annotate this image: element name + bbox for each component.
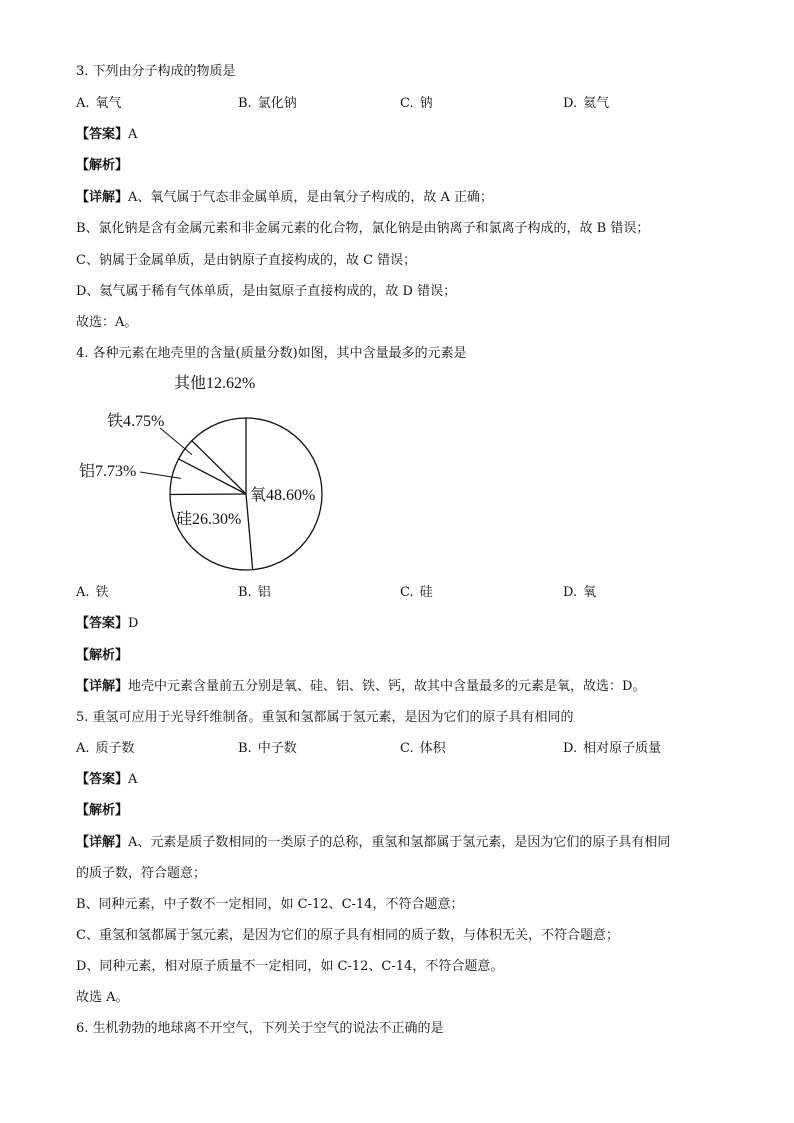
q3-detail-line-2: B、氯化钠是含有金属元素和非金属元素的化合物，氯化钠是由钠离子和氯离子构成的，故 B 错误；: [76, 221, 650, 236]
q5-answer: 【答案】A: [76, 772, 138, 787]
pie-slice-boundary-silicon: [246, 494, 253, 570]
q4-option-c: C. 硅: [400, 585, 433, 600]
q5-option-d: D. 相对原子质量: [563, 741, 662, 756]
q5-detail-line-1: 【详解】A、元素是质子数相同的一类原子的总称，重氢和氢都属于氢元素，是因为它们的原子具有相同: [76, 835, 671, 850]
q3-answer: 【答案】A: [76, 127, 138, 142]
q3-detail-line-4: D、氦气属于稀有气体单质，是由氦原子直接构成的，故 D 错误；: [76, 284, 457, 299]
q5-detail-line-3: B、同种元素，中子数不一定相同，如 C-12、C-14，不符合题意；: [76, 897, 464, 912]
q5-options: [76, 740, 736, 758]
crust-elements-pie-chart: [60, 360, 350, 580]
pie-slice-boundary-iron: [179, 459, 246, 494]
q3-detail-line-1: 【详解】A、氧气属于气态非金属单质，是由氧分子构成的，故 A 正确；: [76, 190, 494, 205]
q5-option-a: A. 质子数: [76, 741, 135, 756]
q4-options: [76, 584, 736, 602]
q5-detail-line-5: D、同种元素，相对原子质量不一定相同，如 C-12、C-14，不符合题意。: [76, 959, 504, 974]
q4-stem: 4. 各种元素在地壳里的含量(质量分数)如图，其中含量最多的元素是: [76, 346, 467, 361]
q3-detail-line-3: C、钠属于金属单质，是由钠原子直接构成的，故 C 错误；: [76, 253, 417, 268]
q3-options: [76, 95, 736, 113]
q4-analysis-heading: 【解析】: [76, 648, 129, 663]
q5-stem: 5. 重氢可应用于光导纤维制备。重氢和氢都属于氢元素，是因为它们的原子具有相同的: [76, 710, 574, 725]
q3-option-c: C. 钠: [400, 96, 433, 111]
q4-answer: 【答案】D: [76, 616, 139, 631]
q5-detail-line-2: 的质子数，符合题意；: [76, 866, 207, 881]
pie-label-aluminium: 铝7.73%: [79, 463, 137, 480]
q6-stem: 6. 生机勃勃的地球离不开空气，下列关于空气的说法不正确的是: [76, 1021, 444, 1036]
q5-analysis-heading: 【解析】: [76, 803, 129, 818]
q3-option-b: B. 氯化钠: [238, 96, 297, 111]
q5-detail-line-4: C、重氢和氢都属于氢元素，是因为它们的原子具有相同的质子数，与体积无关，不符合题意；: [76, 928, 619, 943]
q4-option-b: B. 铝: [238, 585, 271, 600]
q5-conclusion: 故选 A。: [76, 990, 129, 1005]
q3-conclusion: 故选：A。: [76, 315, 138, 330]
leader-line-aluminium: [140, 472, 181, 478]
q4-option-d: D. 氧: [563, 585, 597, 600]
q4-detail-line-1: 【详解】地壳中元素含量前五分别是氧、硅、铝、铁、钙，故其中含量最多的元素是氧，故选：D。: [76, 679, 646, 694]
q5-option-b: B. 中子数: [238, 741, 297, 756]
leader-line-iron: [160, 428, 192, 455]
pie-label-silicon: 硅26.30%: [176, 511, 242, 528]
q3-stem: 3. 下列由分子构成的物质是: [76, 64, 236, 79]
pie-label-oxygen: 氧48.60%: [250, 487, 316, 504]
q5-option-c: C. 体积: [400, 741, 446, 756]
pie-slice-boundary-other: [192, 441, 246, 494]
pie-label-other: 其他12.62%: [174, 375, 256, 392]
q4-option-a: A. 铁: [76, 585, 109, 600]
q3-option-a: A. 氧气: [76, 96, 122, 111]
q3-analysis-heading: 【解析】: [76, 158, 129, 173]
q3-option-d: D. 氦气: [563, 96, 610, 111]
pie-label-iron: 铁4.75%: [107, 413, 165, 430]
